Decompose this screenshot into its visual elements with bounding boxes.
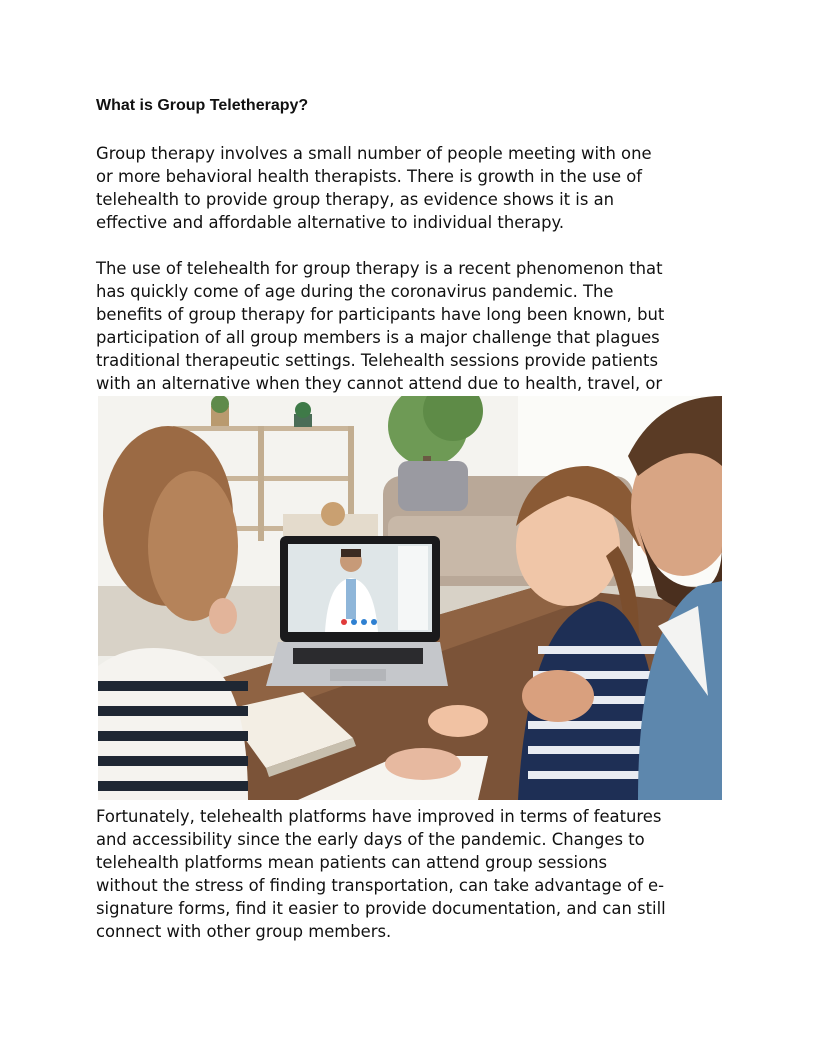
paragraph-platform-improvements <box>96 805 708 943</box>
text-line: telehealth platforms mean patients can attend group sessions <box>96 853 608 872</box>
text-line: The use of telehealth for group therapy is a recent phenomenon that <box>96 259 663 278</box>
text-line: and accessibility since the early days of the pandemic. Changes to <box>96 830 645 849</box>
video-call-family-photo-icon <box>98 396 722 800</box>
text-line: participation of all group members is a major challenge that plagues <box>96 328 660 347</box>
text-line: benefits of group therapy for participants have long been known, but <box>96 305 665 324</box>
text-line: or more behavioral health therapists. There is growth in the use of <box>96 167 643 186</box>
paragraph-intro <box>96 142 708 234</box>
text-line: effective and affordable alternative to individual therapy. <box>96 213 565 232</box>
text-line: Group therapy involves a small number of people meeting with one <box>96 144 652 163</box>
text-line: without the stress of finding transportation, can take advantage of e- <box>96 876 665 895</box>
text-line: Fortunately, telehealth platforms have improved in terms of features <box>96 807 662 826</box>
page-title: What is Group Teletherapy? <box>96 97 309 114</box>
paragraph-telehealth-use <box>96 257 708 395</box>
text-line: with an alternative when they cannot attend due to health, travel, or <box>96 374 663 393</box>
text-line: has quickly come of age during the coronavirus pandemic. The <box>96 282 614 301</box>
text-line: traditional therapeutic settings. Telehealth sessions provide patients <box>96 351 659 370</box>
text-line: signature forms, find it easier to provide documentation, and can still <box>96 899 666 918</box>
text-line: connect with other group members. <box>96 922 392 941</box>
text-line: telehealth to provide group therapy, as evidence shows it is an <box>96 190 615 209</box>
